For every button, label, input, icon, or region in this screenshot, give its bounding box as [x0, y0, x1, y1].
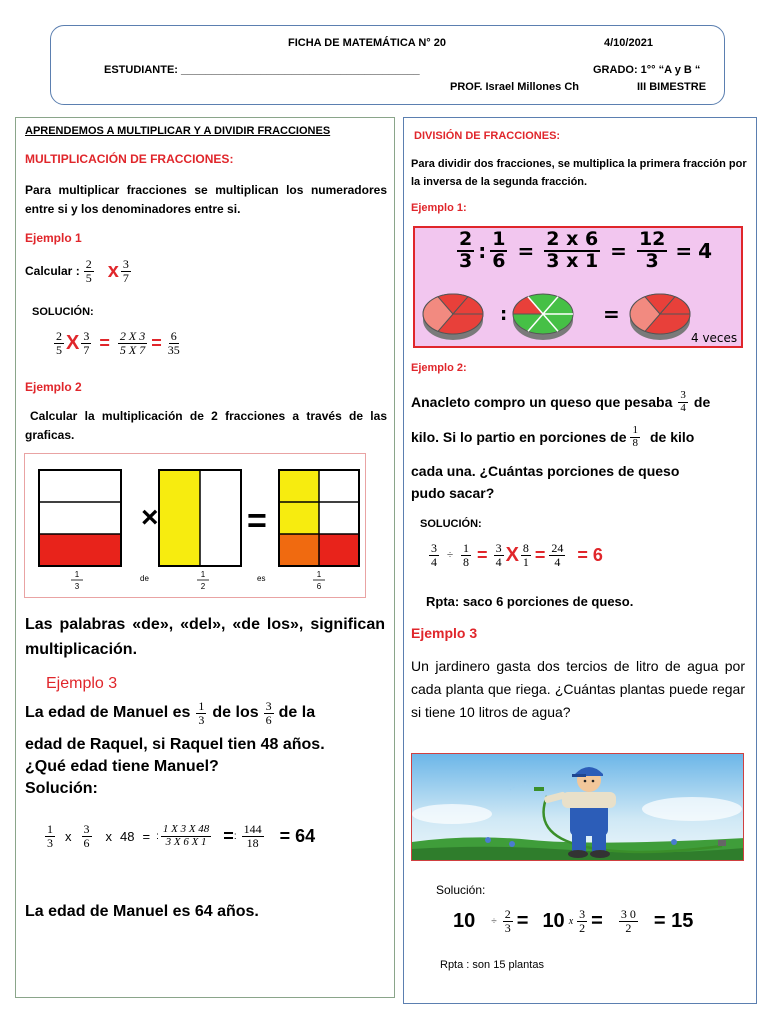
ex2-line-1b: de: [693, 394, 711, 411]
sol3-fraction-b: $\frac{3}{2}$: [579, 907, 586, 935]
ex3-fraction-2: $\frac{3}{6}$: [265, 699, 272, 727]
ex3-answer: La edad de Manuel es 64 años.: [25, 903, 259, 920]
calc-result: = 64: [279, 825, 316, 846]
graph-de-label: de: [140, 574, 149, 583]
calc-fraction-d: $\frac{144}{18}$: [243, 822, 262, 850]
solution-1: [52, 330, 184, 356]
ex2-line-3: cada una. ¿Cuántas porciones de queso: [411, 463, 680, 479]
sol2-fraction-e: $\frac{24}{4}$: [551, 541, 564, 569]
rpta-3: Rpta : son 15 plantas: [440, 959, 544, 971]
rpta-2: Rpta: saco 6 porciones de queso.: [426, 594, 634, 609]
sol1-fraction-b: $\frac{3}{7}$: [83, 329, 90, 357]
calc-48: 48: [120, 828, 135, 844]
div-rule: Para dividir dos fracciones, se multiplica la primera fracción por la inversa de la segunda fracción.: [411, 158, 747, 188]
sol1-fraction-c: $\frac{2 X 3}{5 X 7}$: [119, 329, 146, 357]
calc-times-1: x: [65, 828, 72, 844]
sol1-equals-2: =: [151, 332, 162, 353]
graph-3-red: [319, 534, 358, 565]
pink-fraction-b: $\frac{1}{6}$: [492, 228, 506, 272]
div-ex3-title: Ejemplo 3: [411, 625, 478, 641]
calc-equals-1: =: [142, 828, 151, 844]
sol2-fraction-d: $\frac{8}{1}$: [522, 541, 529, 569]
sol2-times: X: [505, 543, 519, 566]
ex3-solution-label: Solución:: [25, 780, 98, 797]
pink-equals-3: =: [675, 238, 693, 263]
calc-fraction-b: $\frac{3}{6}$: [83, 822, 90, 850]
ex2-fraction-2: $\frac{1}{8}$: [632, 424, 638, 449]
ex3-line-1a: La edad de Manuel es: [25, 704, 191, 722]
words-note: Las palabras «de», «del», «de los», significan multiplicación.: [25, 616, 385, 658]
sol3-ten-b: 10: [542, 909, 565, 932]
fraction-graphs-svg: [25, 454, 367, 599]
fraction-graphs: [24, 453, 366, 598]
sol3-times: x: [568, 915, 574, 927]
solution-2-label: SOLUCIÓN:: [420, 518, 482, 530]
graph-1-num: 1: [74, 570, 80, 579]
gardener-boot-left: [568, 850, 588, 858]
faucet: [718, 840, 726, 846]
pie-two-thirds: [423, 294, 483, 340]
graph-2-den: 2: [200, 582, 206, 591]
solution-2: [427, 542, 603, 568]
ex2-line-4: pudo sacar?: [411, 485, 495, 501]
sol3-divide: ÷: [491, 915, 497, 927]
sol3-result: = 15: [653, 909, 694, 932]
term-label: III BIMESTRE: [637, 81, 707, 93]
ex3-line-1b: de los: [212, 704, 259, 722]
sol1-fraction-a: $\frac{2}{5}$: [56, 329, 62, 357]
graph-equals-sign: =: [247, 502, 267, 540]
division-equation: [455, 230, 712, 272]
cloud-left: [412, 804, 492, 824]
graph-1-red-part: [40, 534, 120, 565]
ex2-title: Ejemplo 2: [25, 380, 82, 394]
student-label: ESTUDIANTE: _______________________________________: [104, 64, 420, 76]
worksheet-title: FICHA DE MATEMÁTICA N° 20: [288, 37, 446, 49]
ex1-times: x: [107, 259, 119, 282]
pie-one-sixth: [513, 294, 573, 340]
ex2-text: Calcular la multiplicación de 2 fracciones a través de las graficas.: [25, 409, 387, 442]
ex3-line-2: edad de Raquel, si Raquel tien 48 años.: [25, 736, 325, 753]
graph-es-label: es: [257, 574, 266, 583]
sol2-equals-1: =: [477, 544, 488, 565]
ex3-line-1c: de la: [278, 704, 316, 722]
solution-3: [453, 908, 693, 934]
ex1-calc-label: Calcular :: [25, 264, 80, 279]
ex3-title: Ejemplo 3: [46, 675, 118, 692]
left-heading: APRENDEMOS A MULTIPLICAR Y A DIVIDIR FRACCIONES: [25, 125, 331, 137]
graph-1-den: 3: [74, 582, 80, 591]
div-ex1-title: Ejemplo 1:: [411, 202, 467, 214]
flower-2: [509, 841, 515, 847]
calc-colon-2: :: [233, 830, 237, 842]
calc-times-2: x: [105, 828, 112, 844]
sol1-fraction-d: $\frac{6}{35}$: [167, 329, 180, 357]
pie-equals: =: [603, 302, 620, 326]
gardener-shirt: [562, 792, 616, 808]
sol3-ten-a: 10: [453, 909, 476, 932]
div-title: DIVISIÓN DE FRACCIONES:: [414, 130, 561, 142]
solution-3-label: Solución:: [436, 883, 486, 897]
sol2-fraction-a: $\frac{3}{4}$: [431, 541, 437, 569]
hose-nozzle: [534, 787, 544, 791]
gardener-leg-left: [572, 834, 586, 852]
sol2-equals-2: =: [534, 544, 546, 565]
ex1-problem: [25, 258, 133, 284]
ex3-fraction-1: $\frac{1}{3}$: [198, 699, 205, 727]
sol2-divide: ÷: [447, 549, 454, 562]
div-ex2-title: Ejemplo 2:: [411, 362, 467, 374]
sol3-fraction-a: $\frac{2}{3}$: [504, 907, 511, 935]
pie-result: [630, 294, 690, 340]
grade-label: GRADO: 1°° “A y B “: [593, 64, 701, 76]
pink-equals-2: =: [610, 238, 627, 263]
calc-equals-2: =: [223, 825, 234, 846]
ex1-title: Ejemplo 1: [25, 231, 82, 245]
graph-3-yellow-b: [280, 502, 319, 534]
pink-fraction-d: $\frac{12}{3}$: [638, 228, 666, 272]
ex3-calculation: [43, 823, 315, 849]
gardener-cap-visor: [572, 774, 586, 777]
graph-3-orange: [280, 534, 319, 565]
solution-1-label: SOLUCIÓN:: [32, 306, 94, 318]
graph-times-sign: ×: [141, 501, 159, 534]
pink-equals-1: =: [517, 238, 535, 263]
sol3-equals-2: =: [591, 909, 603, 932]
sol3-equals-1: =: [516, 909, 529, 932]
graph-3-yellow-a: [280, 471, 319, 502]
graph-2-yellow-part: [160, 471, 200, 565]
gardener-boot-right: [590, 850, 610, 858]
ex2-line-2a: kilo. Si lo partio en porciones de: [411, 429, 627, 446]
mult-title: MULTIPLICACIÓN DE FRACCIONES:: [25, 152, 234, 166]
sol3-fraction-c: $\frac{3 0}{2}$: [620, 907, 636, 935]
gardener-illustration: [411, 753, 744, 861]
graph-3-den: 6: [316, 582, 322, 591]
gardener-eye-right: [592, 780, 595, 783]
ex2-line-1: [411, 390, 710, 414]
div-ex3-text: Un jardinero gasta dos tercios de litro de agua por cada planta que riega. ¿Cuántas plantas puede regar si tiene 10 litros de agua?: [411, 658, 745, 720]
teacher-name: PROF. Israel Millones Ch: [450, 81, 579, 93]
ex2-line-1a: Anacleto compro un queso que pesaba: [411, 394, 673, 411]
ex3-line-1: [25, 700, 315, 726]
calc-fraction-c: $\frac{1 X 3 X 48}{3 X 6 X 1}$: [162, 823, 210, 848]
sol1-equals-1: =: [99, 332, 110, 353]
gardener-svg: [412, 754, 744, 861]
graph-3-num: 1: [316, 570, 322, 579]
division-example-box: [413, 226, 743, 348]
pie-colon: :: [500, 304, 508, 325]
pink-colon: :: [478, 238, 487, 263]
sol2-result: = 6: [577, 544, 603, 565]
calc-fraction-a: $\frac{1}{3}$: [47, 822, 53, 850]
worksheet-date: 4/10/2021: [604, 37, 653, 49]
gardener-eye-left: [584, 780, 587, 783]
graph-2-num: 1: [200, 570, 206, 579]
sol2-fraction-b: $\frac{1}{8}$: [463, 541, 470, 569]
veces-label: 4 veces: [691, 331, 738, 345]
ex2-line-2: [411, 425, 694, 449]
ex1-fraction-1: $\frac{2}{5}$: [85, 257, 92, 285]
pink-fraction-a: $\frac{2}{3}$: [459, 228, 473, 272]
ex1-fraction-2: $\frac{3}{7}$: [122, 257, 129, 285]
ex3-line-3: ¿Qué edad tiene Manuel?: [25, 758, 219, 775]
pie-illustration: [415, 280, 741, 346]
sol2-fraction-c: $\frac{3}{4}$: [495, 541, 502, 569]
calc-colon-1: :: [156, 830, 159, 842]
flower-3: [671, 839, 677, 845]
flower-1: [485, 837, 491, 843]
ex2-line-2b: de kilo: [649, 429, 695, 446]
sol1-times: X: [66, 331, 80, 354]
gardener-leg-right: [592, 834, 606, 852]
pink-fraction-c: $\frac{2 x 6}{3 x 1}$: [546, 228, 599, 272]
ex2-fraction-1: $\frac{3}{4}$: [680, 389, 686, 414]
mult-rule: Para multiplicar fracciones se multiplican los numeradores entre si y los denominadores entre si.: [25, 183, 387, 216]
cloud-right: [642, 797, 742, 821]
pink-result: 4: [698, 238, 713, 263]
